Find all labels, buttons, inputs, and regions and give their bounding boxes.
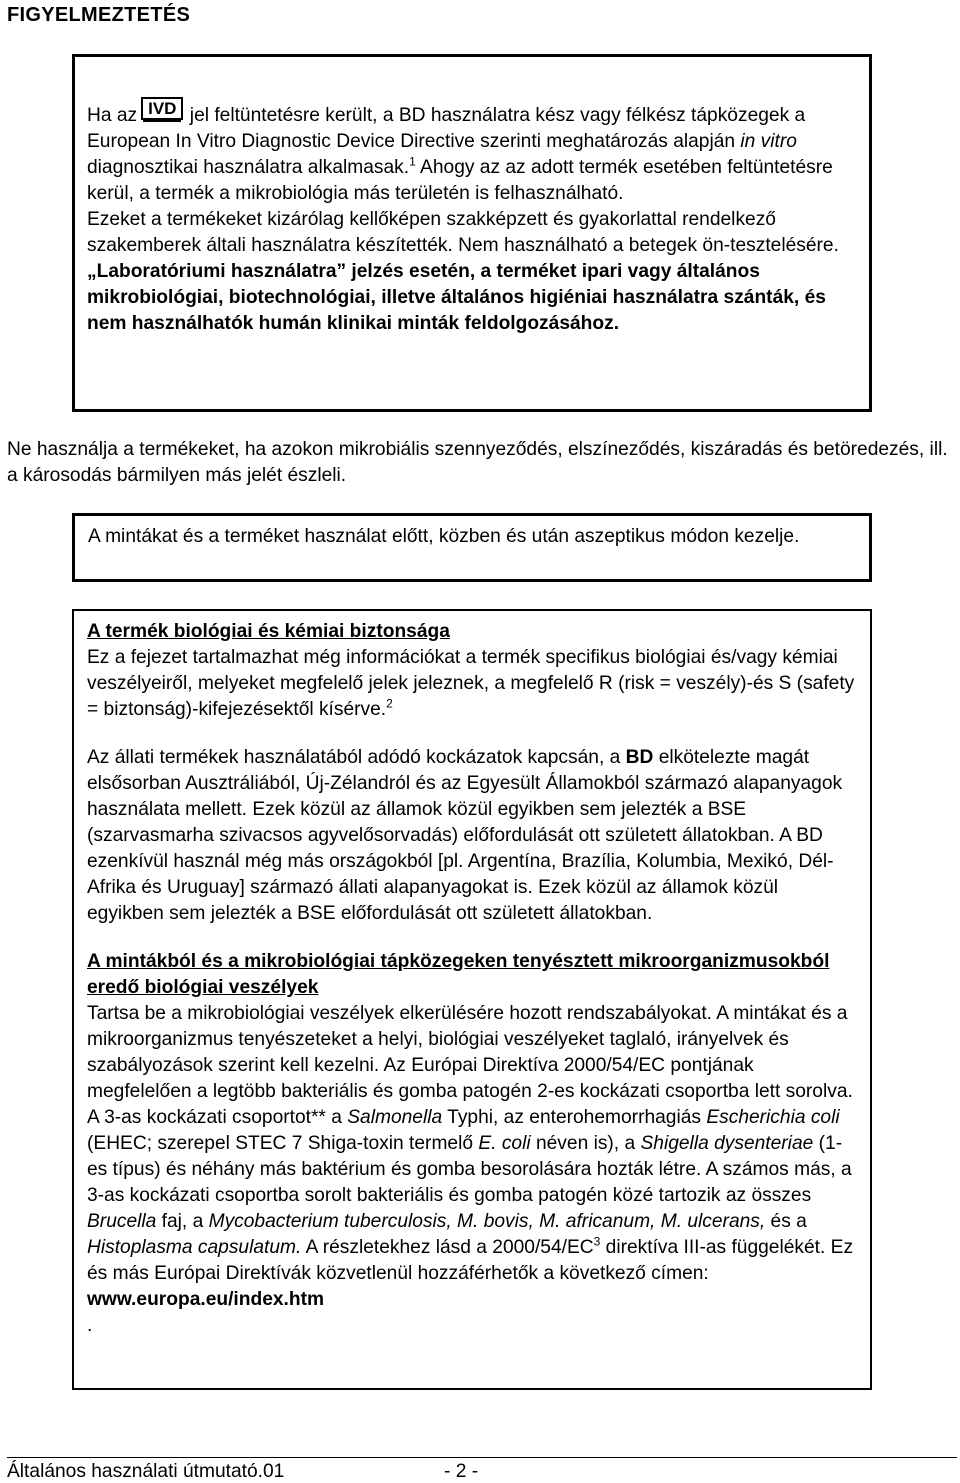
italic-species: Mycobacterium tuberculosis, M. bovis, M. africanum, M. ulcerans, bbox=[208, 1211, 766, 1232]
safety-text: és a bbox=[765, 1211, 807, 1232]
safety-text: (EHEC; szerepel STEC 7 Shiga-toxin termelő bbox=[87, 1133, 479, 1154]
safety-text: néven is), a bbox=[530, 1133, 641, 1154]
ivd-icon: IVD bbox=[141, 97, 183, 120]
warning-paragraph-1 bbox=[87, 99, 857, 207]
warning-paragraph-2: Ezeket a termékeket kizárólag kellőképen szakképzett és gyakorlattal rendelkező szakemberek általi használatra készítették. Nem használható a betegek ön-tesztelésére. bbox=[87, 209, 839, 256]
safety-paragraph-2 bbox=[87, 745, 857, 927]
footnote-ref-3: 3 bbox=[593, 1234, 601, 1249]
warning-text: jel feltüntetésre került, a BD használatra kész vagy félkész tápközegek a European In Vitro Diagnostic Device Directive szerinti meghatározás alapján bbox=[87, 105, 806, 152]
safety-paragraph-3 bbox=[87, 1001, 857, 1313]
footnote-ref-1: 1 bbox=[409, 154, 416, 169]
spacer bbox=[87, 927, 857, 949]
warning-box bbox=[72, 54, 872, 412]
warning-paragraph-3: „Laboratóriumi használatra” jelzés esetén, a terméket ipari vagy általános mikrobiológiai, biotechnológiai, illetve általános higiéniai használatra szánták, és nem használhatók humán klinikai minták feldolgozásához. bbox=[87, 261, 826, 334]
biohazard-title: A mintákból és a mikrobiológiai tápközegeken tenyésztett mikroorganizmusokból eredő biológiai veszélyek bbox=[87, 951, 830, 998]
footer bbox=[7, 1461, 957, 1483]
italic-species: Escherichia coli bbox=[706, 1107, 840, 1128]
footnote-ref-2: 2 bbox=[386, 696, 393, 711]
safety-text: (1-es típus) és néhány más baktérium és gomba besorolására hozták létre. A számos más, a 3-as kockázati csoportba sorolt bakteriális és gomba patogén közé tartozik az összes bbox=[87, 1133, 852, 1206]
italic-species: Histoplasma capsulatum. bbox=[87, 1237, 302, 1258]
safety-text: Typhi, az enterohemorrhagiás bbox=[442, 1107, 707, 1128]
spacer bbox=[87, 723, 857, 745]
footer-document-title: Általános használati útmutató.01 bbox=[7, 1461, 285, 1482]
warning-text: diagnosztikai használatra alkalmasak. bbox=[87, 157, 410, 178]
safety-title: A termék biológiai és kémiai biztonsága bbox=[87, 621, 450, 642]
page-heading: FIGYELMEZTETÉS bbox=[7, 4, 191, 26]
safety-box bbox=[72, 609, 872, 1390]
safety-text: faj, a bbox=[156, 1211, 209, 1232]
safety-paragraph-1 bbox=[87, 645, 857, 723]
safety-text: A részletekhez lásd a 2000/54/EC bbox=[301, 1237, 594, 1258]
aseptic-text: A mintákat és a terméket használat előtt, közben és után aszeptikus módon kezelje. bbox=[88, 526, 800, 547]
italic-species: Shigella dysenteriae bbox=[640, 1133, 814, 1154]
safety-text: elkötelezte magát elsősorban Ausztráliából, Új-Zélandról és az Egyesült Államokból származó alapanyagok használata mellett. Ezek közül az államok közül egyikben sem jelezték a BSE (szarvasmarha szivacsos agyvelősorvadás) előfordulását ott született állatokban. A BD ezenkívül használ még más országokból [pl. Argentína, Brazília, Kolumbia, Mexikó, Dél-Afrika és Uruguay] származó állati alapanyagokat is. Ezek közül az államok közül egyikben sem jelezték a BSE előfordulását ott született állatokban. bbox=[87, 747, 843, 924]
trailing-dot: . bbox=[87, 1315, 93, 1336]
italic-species: Salmonella bbox=[347, 1107, 443, 1128]
footer-page-number: - 2 - bbox=[444, 1461, 479, 1482]
in-vitro-italic: in vitro bbox=[740, 131, 797, 152]
safety-text: direktíva III-as függelékét. Ez és más Európai Direktívák közvetlenül hozzáférhetők a következő címen: bbox=[87, 1237, 854, 1284]
bd-bold: BD bbox=[625, 747, 654, 768]
europa-link[interactable]: www.europa.eu/index.htm bbox=[87, 1289, 325, 1310]
italic-species: E. coli bbox=[478, 1133, 531, 1154]
safety-text: Ez a fejezet tartalmazhat még információkat a termék specifikus biológiai és/vagy kémiai veszélyeiről, melyeket megfelelő jelek jeleznek, a megfelelő R (risk = veszély)-és S (safety = biztonság)-kifejezésektől kísérve. bbox=[87, 647, 855, 720]
italic-species: Brucella bbox=[87, 1211, 157, 1232]
warning-text: Ha az bbox=[87, 105, 138, 126]
contamination-note: Ne használja a termékeket, ha azokon mikrobiális szennyeződés, elszíneződés, kiszáradás és betöredezés, ill. a károsodás bármilyen más jelét észleli. bbox=[7, 439, 948, 486]
footer-divider bbox=[7, 1457, 957, 1458]
warning-text: Ahogy az az adott termék esetében feltüntetésre kerül, a termék a mikrobiológia más területén is felhasználható. bbox=[87, 157, 833, 204]
aseptic-box bbox=[72, 513, 872, 582]
safety-text: Tartsa be a mikrobiológiai veszélyek elkerülésére hozott rendszabályokat. A mintákat és a mikroorganizmus tenyészeteket a helyi, biológiai veszélyeket taglaló, irányelvek és szabályozások szerint kell kezelni. Az Európai Direktíva 2000/54/EC pontjának megfelelően a legtöbb bakteriális és gomba patogén 2-es kockázati csoportba lett sorolva. A 3-as kockázati csoportot** a bbox=[87, 1003, 853, 1128]
safety-text: Az állati termékek használatából adódó kockázatok kapcsán, a bbox=[87, 747, 626, 768]
